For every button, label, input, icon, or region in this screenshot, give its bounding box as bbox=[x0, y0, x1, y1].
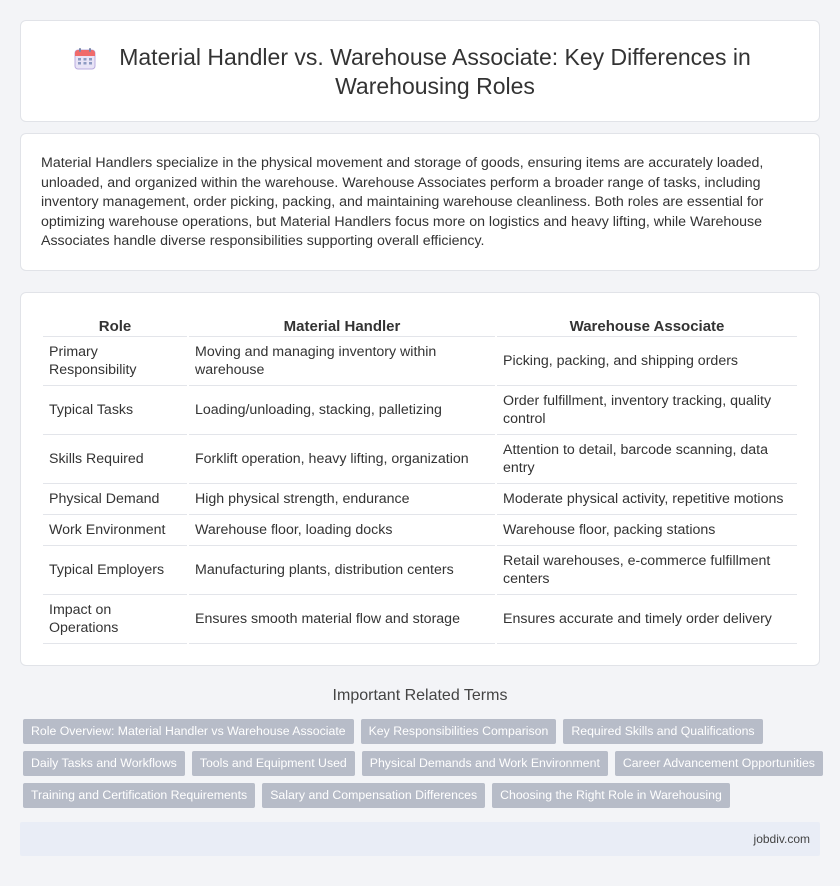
term-tag[interactable]: Physical Demands and Work Environment bbox=[362, 751, 608, 776]
table-row bbox=[43, 515, 797, 546]
tag-row bbox=[23, 783, 813, 808]
table-row bbox=[43, 595, 797, 644]
comparison-table bbox=[41, 313, 799, 644]
term-tag[interactable]: Choosing the Right Role in Warehousing bbox=[492, 783, 730, 808]
term-tag[interactable]: Role Overview: Material Handler vs Warehouse Associate bbox=[23, 719, 354, 744]
header-material-handler: Material Handler bbox=[189, 313, 495, 337]
row-label: Impact on Operations bbox=[43, 595, 187, 644]
material-handler-cell: High physical strength, endurance bbox=[189, 484, 495, 515]
warehouse-associate-cell: Ensures accurate and timely order delivery bbox=[497, 595, 797, 644]
tag-row bbox=[23, 719, 813, 744]
footer bbox=[20, 822, 820, 856]
header-warehouse-associate: Warehouse Associate bbox=[497, 313, 797, 337]
table-row bbox=[43, 386, 797, 435]
material-handler-cell: Manufacturing plants, distribution centers bbox=[189, 546, 495, 595]
header-role: Role bbox=[43, 313, 187, 337]
intro-card bbox=[20, 133, 820, 271]
material-handler-cell: Loading/unloading, stacking, palletizing bbox=[189, 386, 495, 435]
term-tag[interactable]: Required Skills and Qualifications bbox=[563, 719, 762, 744]
term-tag[interactable]: Training and Certification Requirements bbox=[23, 783, 255, 808]
row-label: Typical Employers bbox=[43, 546, 187, 595]
table-row bbox=[43, 484, 797, 515]
table-header-row bbox=[43, 313, 797, 337]
table-row bbox=[43, 546, 797, 595]
warehouse-associate-cell: Picking, packing, and shipping orders bbox=[497, 337, 797, 386]
table-row bbox=[43, 337, 797, 386]
warehouse-associate-cell: Retail warehouses, e-commerce fulfillment centers bbox=[497, 546, 797, 595]
material-handler-cell: Ensures smooth material flow and storage bbox=[189, 595, 495, 644]
related-terms-title: Important Related Terms bbox=[332, 687, 508, 704]
comparison-table-card bbox=[20, 292, 820, 666]
warehouse-associate-cell: Moderate physical activity, repetitive motions bbox=[497, 484, 797, 515]
term-tag[interactable]: Career Advancement Opportunities bbox=[615, 751, 823, 776]
warehouse-associate-cell: Attention to detail, barcode scanning, data entry bbox=[497, 435, 797, 484]
table-row bbox=[43, 435, 797, 484]
tag-row bbox=[23, 751, 813, 776]
row-label: Typical Tasks bbox=[43, 386, 187, 435]
material-handler-cell: Moving and managing inventory within warehouse bbox=[189, 337, 495, 386]
term-tag[interactable]: Tools and Equipment Used bbox=[192, 751, 355, 776]
term-tag[interactable]: Salary and Compensation Differences bbox=[262, 783, 485, 808]
term-tag[interactable]: Key Responsibilities Comparison bbox=[361, 719, 557, 744]
intro-text: Material Handlers specialize in the physical movement and storage of goods, ensuring items are accurately loaded, unloaded, and organized within the warehouse. Warehouse Associates perform a broader range of tasks, including inventory management, order picking, packing, and maintaining warehouse cleanliness. Both roles are essential for optimizing warehouse operations, but Material Handlers focus more on logistics and heavy lifting, while Warehouse Associates handle diverse responsibilities supporting overall efficiency. bbox=[41, 155, 764, 249]
row-label: Work Environment bbox=[43, 515, 187, 546]
header-card bbox=[20, 20, 820, 122]
row-label: Primary Responsibility bbox=[43, 337, 187, 386]
warehouse-associate-cell: Warehouse floor, packing stations bbox=[497, 515, 797, 546]
row-label: Physical Demand bbox=[43, 484, 187, 515]
material-handler-cell: Warehouse floor, loading docks bbox=[189, 515, 495, 546]
warehouse-associate-cell: Order fulfillment, inventory tracking, quality control bbox=[497, 386, 797, 435]
page-title: Material Handler vs. Warehouse Associate: Key Differences in Warehousing Roles bbox=[119, 44, 751, 99]
row-label: Skills Required bbox=[43, 435, 187, 484]
material-handler-cell: Forklift operation, heavy lifting, organization bbox=[189, 435, 495, 484]
term-tag[interactable]: Daily Tasks and Workflows bbox=[23, 751, 185, 776]
footer-site-link[interactable]: jobdiv.com bbox=[753, 832, 810, 846]
related-terms-tags bbox=[23, 719, 813, 815]
